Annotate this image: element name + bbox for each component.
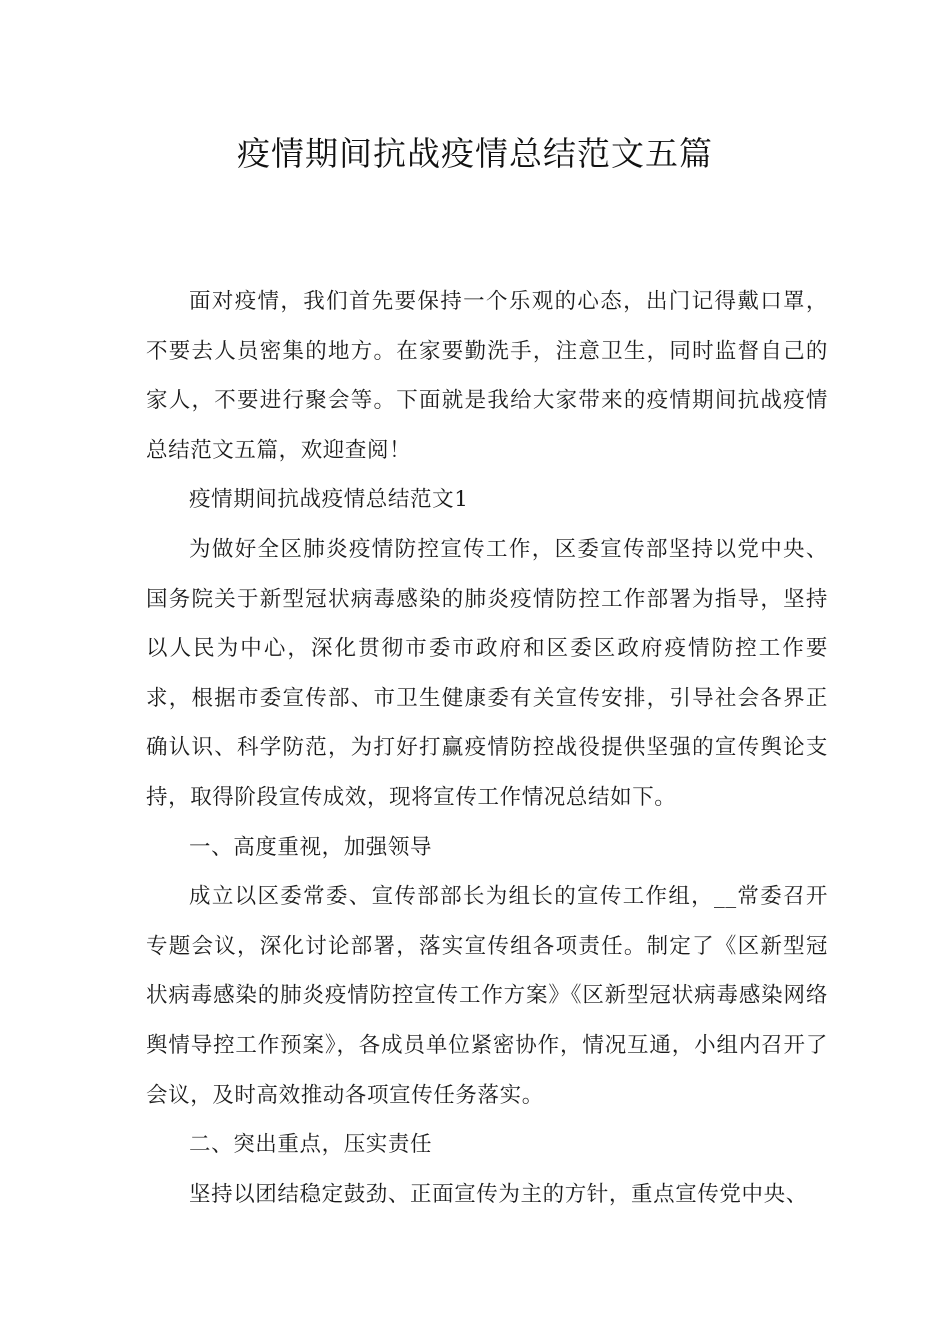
document-title: 疫情期间抗战疫情总结范文五篇 <box>237 134 713 173</box>
heading-2: 二、突出重点，压实责任 <box>189 1132 433 1158</box>
paragraph-3: 坚持以团结稳定鼓劲、正面宣传为主的方针，重点宣传党中央、 <box>189 1181 808 1207</box>
heading-1: 一、高度重视，加强领导 <box>189 834 433 860</box>
section-title: 疫情期间抗战疫情总结范文1 <box>189 487 469 513</box>
intro-paragraph: 面对疫情，我们首先要保持一个乐观的心态，出门记得戴口罩，不要去人员密集的地方。在家要勤洗手，注意卫生，同时监督自己的家人，不要进行聚会等。下面就是我给大家带来的疫情期间抗战疫情总结范文五篇，欢迎查阅！ <box>146 289 828 463</box>
document-body <box>146 277 828 1219</box>
paragraph-2: 成立以区委常委、宣传部部长为组长的宣传工作组，__常委召开专题会议，深化讨论部署，落实宣传组各项责任。制定了《区新型冠状病毒感染的肺炎疫情防控宣传工作方案》《区新型冠状病毒感染网络舆情导控工作预案》，各成员单位紧密协作，情况互通，小组内召开了会议，及时高效推动各项宣传任务落实。 <box>146 884 828 1108</box>
paragraph-1: 为做好全区肺炎疫情防控宣传工作，区委宣传部坚持以党中央、国务院关于新型冠状病毒感染的肺炎疫情防控工作部署为指导，坚持以人民为中心，深化贯彻市委市政府和区委区政府疫情防控工作要求，根据市委宣传部、市卫生健康委有关宣传安排，引导社会各界正确认识、科学防范，为打好打赢疫情防控战役提供坚强的宣传舆论支持，取得阶段宣传成效，现将宣传工作情况总结如下。 <box>146 536 828 810</box>
